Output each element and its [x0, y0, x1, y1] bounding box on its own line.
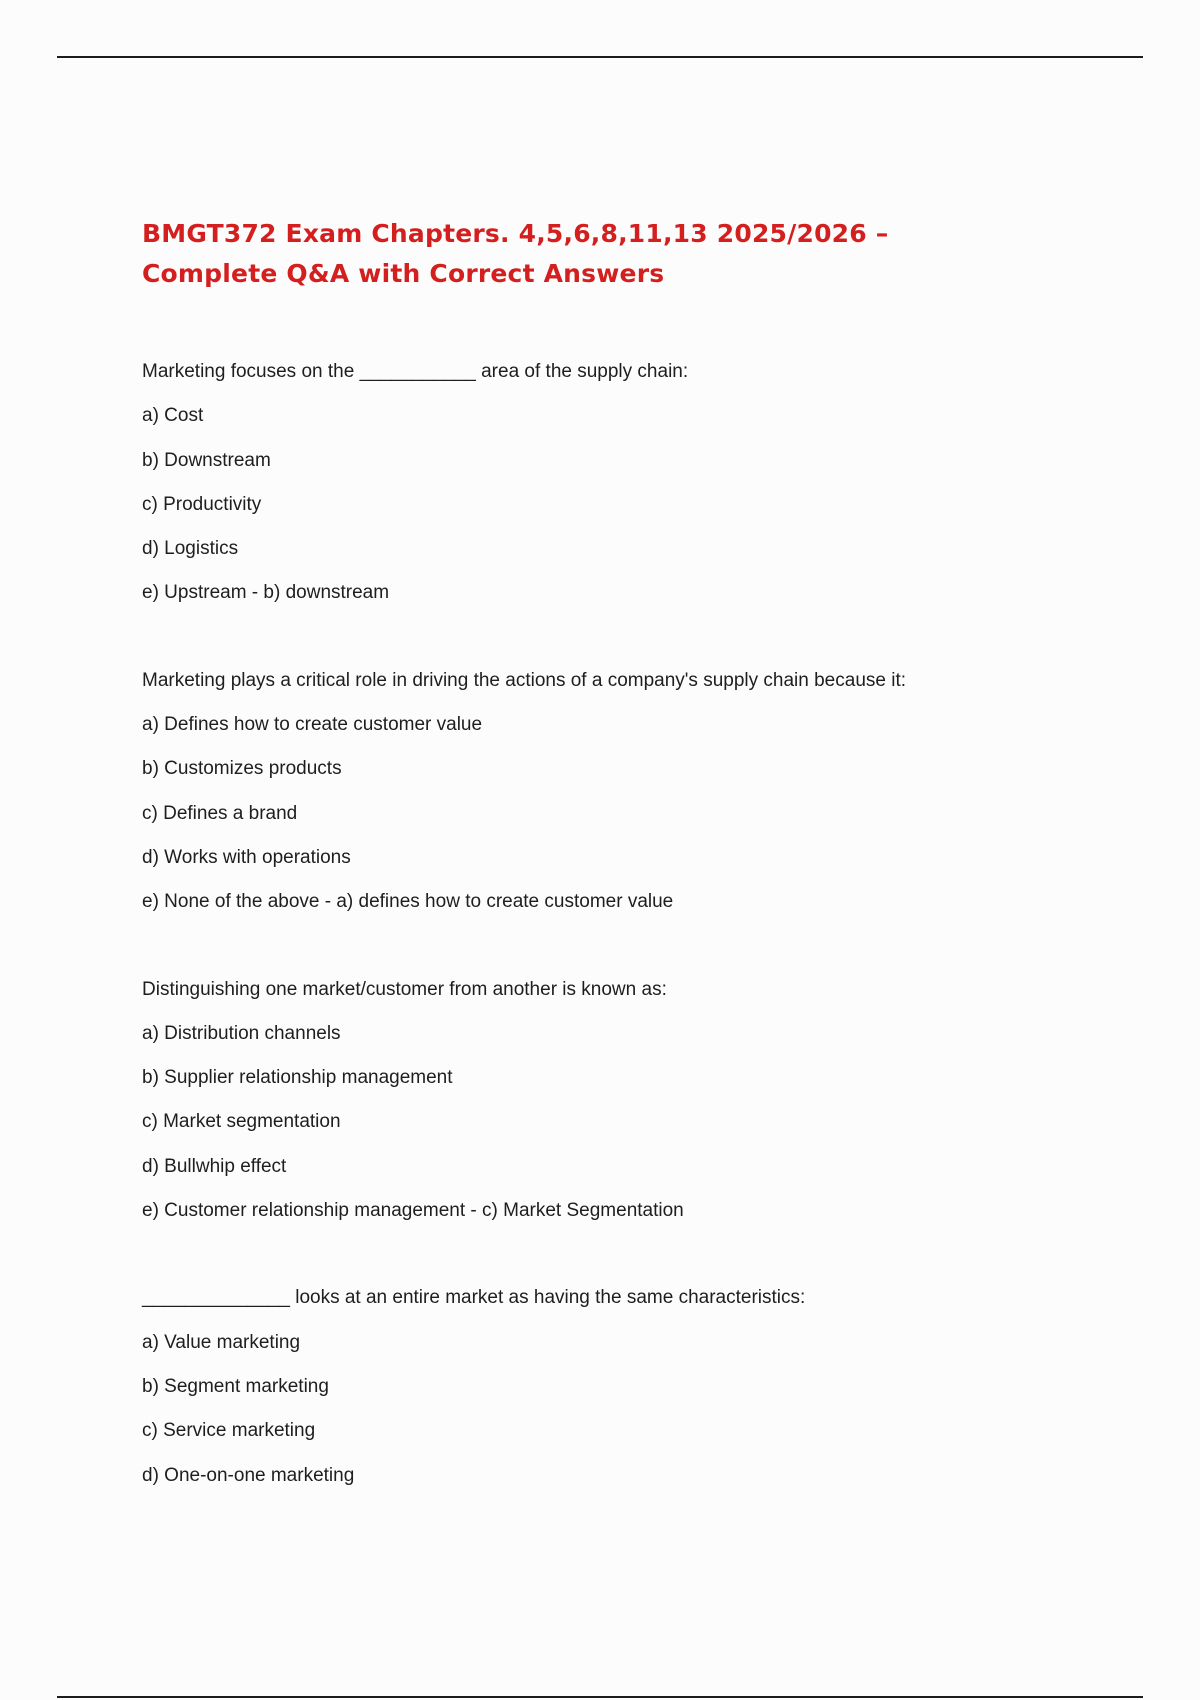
title-line-1: BMGT372 Exam Chapters. 4,5,6,8,11,13 2025/2026 – [142, 219, 889, 248]
answer-blank: ___________ [359, 361, 476, 382]
question-prompt: Marketing plays a critical role in driving the actions of a company's supply chain because it: [142, 669, 907, 691]
footer-rule [57, 1696, 1143, 1698]
option-c: c) Productivity [142, 493, 262, 515]
option-a: a) Cost [142, 405, 204, 427]
question-2 [142, 659, 1092, 925]
option-a: a) Distribution channels [142, 1022, 341, 1044]
option-b: b) Supplier relationship management [142, 1067, 453, 1089]
option-d: d) Logistics [142, 538, 239, 560]
question-prompt: Marketing focuses on the ___________ area of the supply chain: [142, 361, 689, 382]
document-title [142, 214, 1042, 294]
answer-blank: ______________ [142, 1287, 290, 1309]
question-3 [142, 968, 1092, 1234]
question-1 [142, 350, 1092, 616]
question-list [142, 350, 1092, 1541]
option-b: b) Downstream [142, 449, 271, 471]
option-d: d) One-on-one marketing [142, 1464, 355, 1486]
question-4 [142, 1276, 1092, 1497]
option-c: c) Service marketing [142, 1420, 316, 1442]
option-e-with-answer: e) None of the above - a) defines how to create customer value [142, 891, 674, 913]
option-e-with-answer: e) Customer relationship management - c) Market Segmentation [142, 1200, 684, 1222]
option-e-with-answer: e) Upstream - b) downstream [142, 582, 390, 604]
question-prompt: ______________ looks at an entire market as having the same characteristics: [142, 1287, 806, 1309]
header-rule [57, 56, 1143, 58]
option-c: c) Market segmentation [142, 1111, 341, 1133]
option-b: b) Segment marketing [142, 1375, 329, 1397]
option-d: d) Bullwhip effect [142, 1155, 287, 1177]
option-b: b) Customizes products [142, 758, 342, 780]
option-c: c) Defines a brand [142, 802, 298, 824]
option-a: a) Value marketing [142, 1331, 301, 1353]
question-prompt: Distinguishing one market/customer from another is known as: [142, 978, 667, 1000]
option-d: d) Works with operations [142, 846, 351, 868]
title-line-2: Complete Q&A with Correct Answers [142, 259, 665, 288]
option-a: a) Defines how to create customer value [142, 714, 483, 736]
